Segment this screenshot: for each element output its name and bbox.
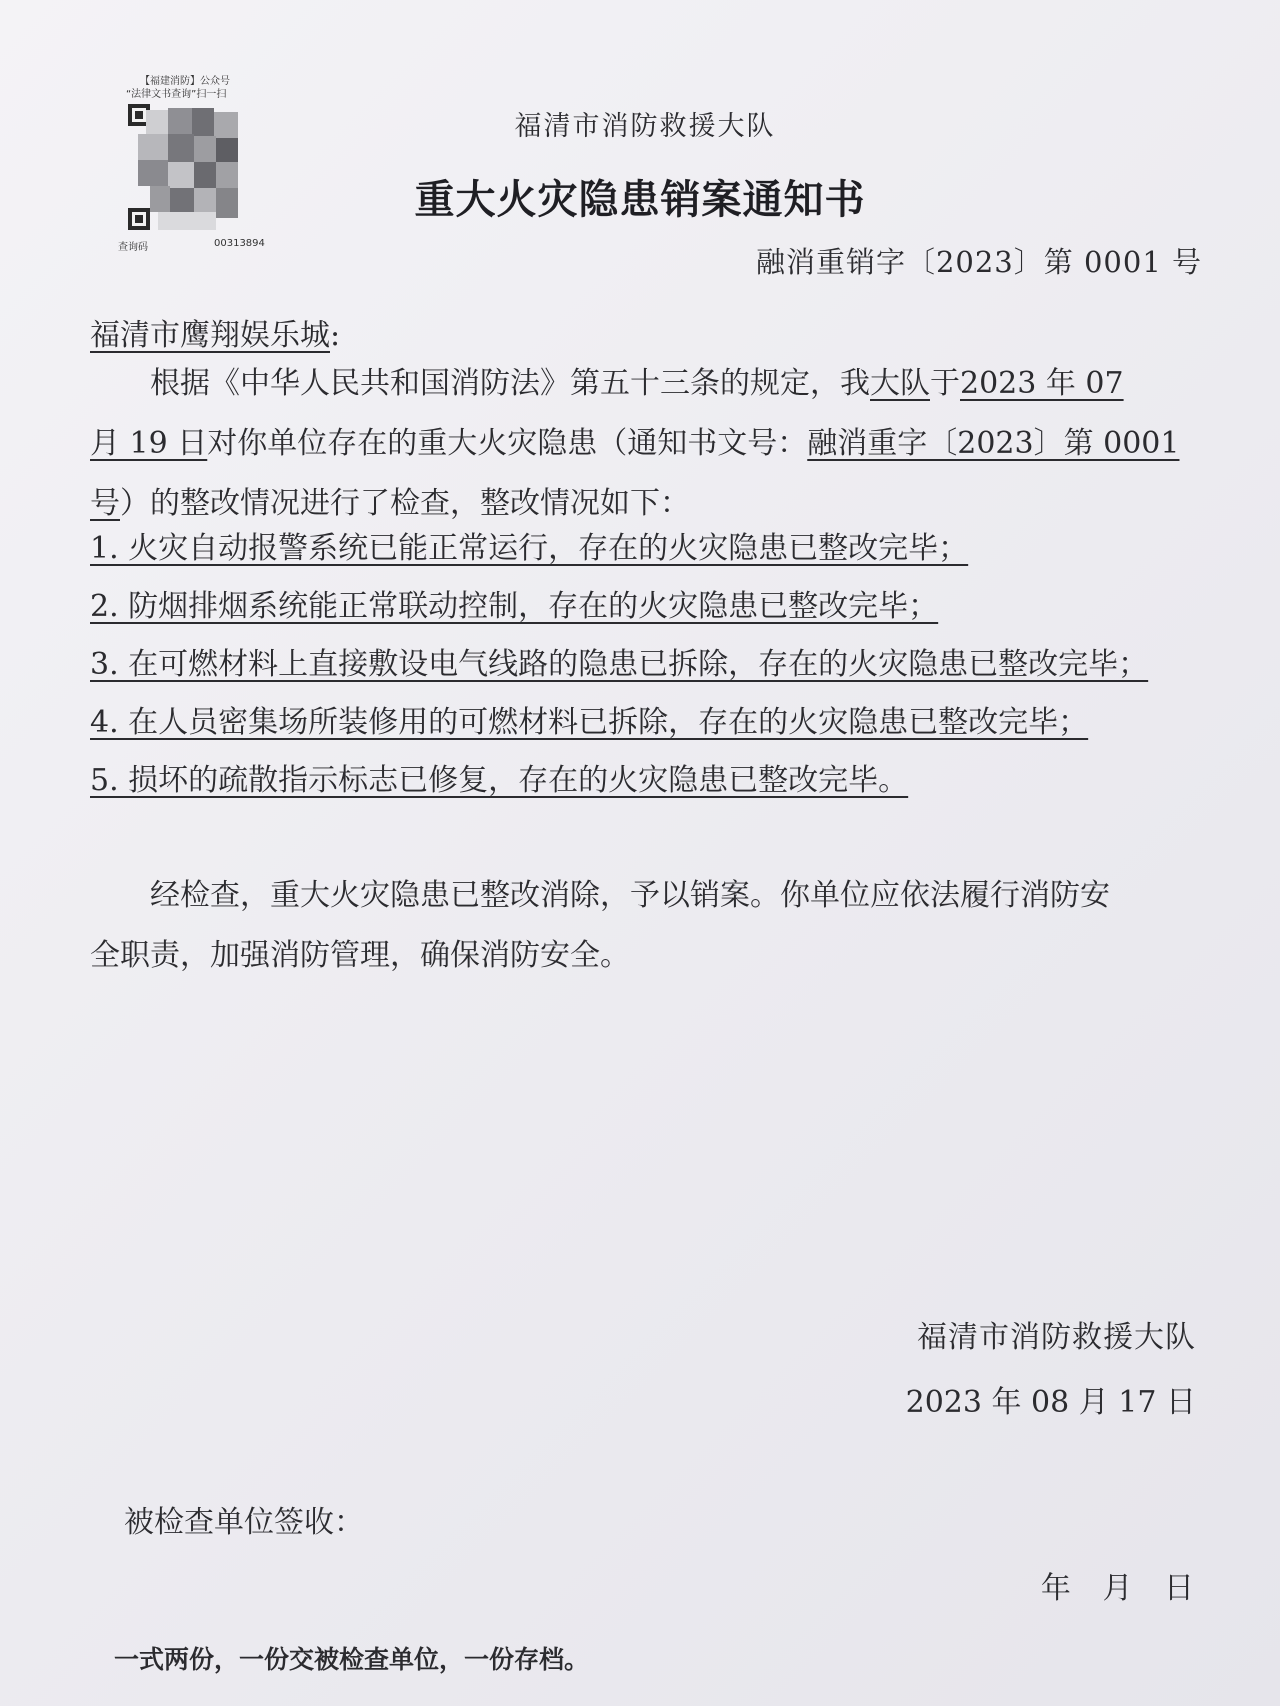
intro-text-4: ）的整改情况进行了检查，整改情况如下： [120,486,690,521]
conclusion-line1 [90,866,1205,926]
issuer-header: 福清市消防救援大队 [514,111,776,142]
paragraph-intro [90,354,1205,534]
rectification-list [90,520,1205,810]
qr-caption-line2: “法律文书查询”扫一扫 [126,89,227,100]
qr-query-code-value: 00313894 [214,238,265,249]
notice-ref-part2: 号 [90,486,120,521]
paragraph-intro-line2 [90,414,1205,474]
notice-ref-part1: 融消重字〔2023〕第 0001 [807,426,1180,461]
qr-query-code-label: 查询码 [118,242,148,253]
footer-note: 一式两份，一份交被检查单位，一份存档。 [114,1645,590,1674]
paragraph-conclusion [90,866,1205,986]
recipient-colon: : [330,318,341,353]
list-item: 2. 防烟排烟系统能正常联动控制，存在的火灾隐患已整改完毕； [90,589,939,624]
signature-label: 被检查单位签收： [124,1505,364,1540]
list-item: 3. 在可燃材料上直接敷设电气线路的隐患已拆除，存在的火灾隐患已整改完毕； [90,647,1149,682]
intro-text-1: 根据《中华人民共和国消防法》第五十三条的规定，我 [150,366,870,401]
intro-text-2: 于 [930,366,960,401]
document-title: 重大火灾隐患销案通知书 [414,177,866,223]
conclusion-text-1: 经检查，重大火灾隐患已整改消除，予以销案。你单位应依法履行消防安 [150,878,1110,913]
list-item: 1. 火灾自动报警系统已能正常运行，存在的火灾隐患已整改完毕； [90,531,969,566]
list-item: 4. 在人员密集场所装修用的可燃材料已拆除，存在的火灾隐患已整改完毕； [90,705,1089,740]
conclusion-line2: 全职责，加强消防管理，确保消防安全。 [90,938,630,973]
paragraph-intro-line1 [90,354,1205,414]
closing-issuer: 福清市消防救援大队 [917,1320,1196,1355]
list-item: 5. 损坏的疏散指示标志已修复，存在的火灾隐患已整改完毕。 [90,763,909,798]
signature-date-blank: 年 月 日 [1040,1571,1196,1606]
inspection-date-part1: 2023 年 07 [960,366,1124,401]
qr-code-block [118,76,278,254]
qr-caption-line1: 【福建消防】公众号 [140,76,230,87]
document-number: 融消重销字〔2023〕第 0001 号 [755,245,1202,279]
inspection-date-part2: 月 19 日 [90,426,208,461]
intro-text-3: 对你单位存在的重大火灾隐患（通知书文号： [207,426,808,461]
issue-date: 2023 年 08 月 17 日 [905,1385,1196,1420]
recipient-name: 福清市鹰翔娱乐城 [90,318,330,353]
intro-org: 大队 [870,366,930,401]
